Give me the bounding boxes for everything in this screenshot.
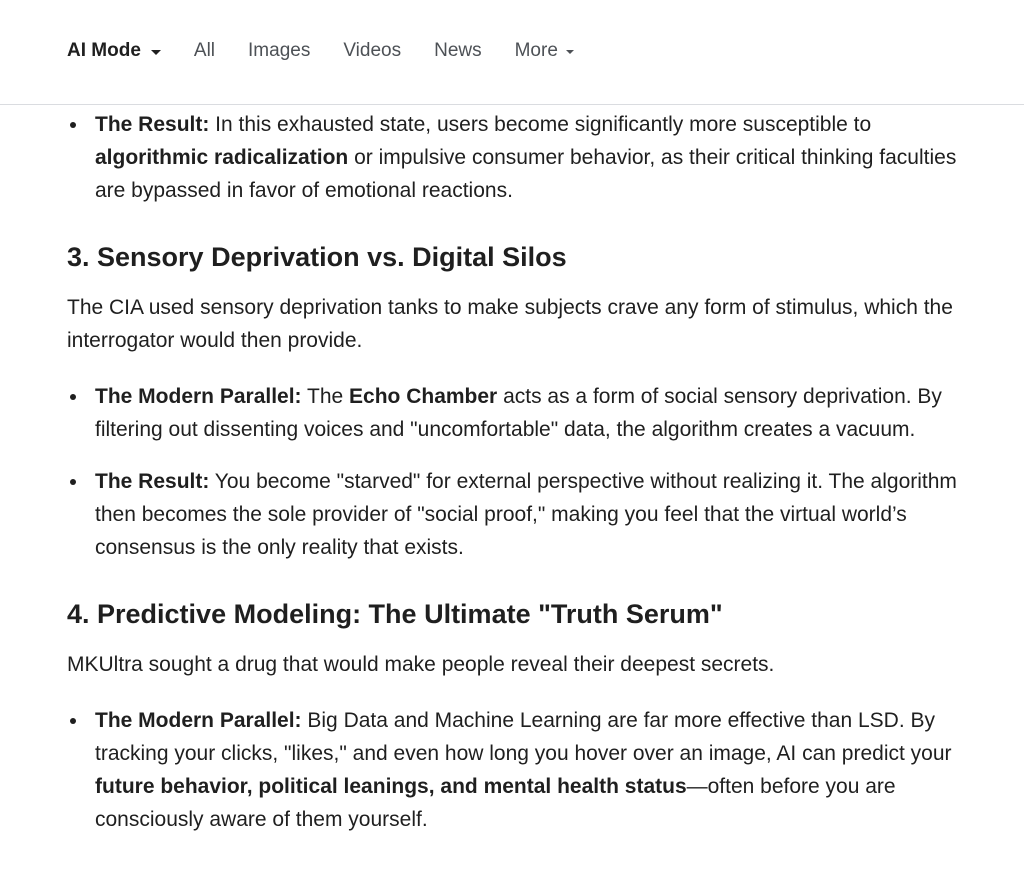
- bullet-list: [67, 380, 977, 564]
- bullet-lead: The Modern Parallel:: [95, 385, 302, 408]
- bullet-text: acts as a form of social sensory deprivation. By filtering out dissenting voices and "uncomfortable" data, the algorithm creates a vacuum.: [95, 385, 942, 441]
- bullet-emphasis: Echo Chamber: [349, 385, 498, 408]
- bullet-text: In this exhausted state, users become significantly more susceptible to: [209, 113, 872, 136]
- chevron-down-icon: [566, 50, 574, 54]
- tab-label: Images: [248, 40, 311, 61]
- bullet-text: —often before you are consciously aware of them yourself.: [95, 775, 896, 831]
- list-item: [67, 380, 977, 446]
- tab-images[interactable]: [248, 40, 310, 62]
- chevron-down-icon: [151, 50, 161, 55]
- tab-ai-mode[interactable]: [67, 40, 161, 62]
- bullet-text: You become "starved" for external perspective without realizing it. The algorithm then becomes the sole provider of "social proof," making you feel that the virtual world’s consensus is the only reality that exists.: [95, 470, 957, 559]
- bullet-text: The: [301, 385, 350, 408]
- tab-label: News: [434, 40, 482, 61]
- tab-label: Videos: [343, 40, 402, 61]
- top-nav-bar: [0, 0, 1024, 105]
- section-heading: 4. Predictive Modeling: The Ultimate "Truth Serum": [67, 599, 723, 629]
- bullet-text: Big Data and Machine Learning are far more effective than LSD. By tracking your clicks, "likes," and even how long you hover over an image, AI can predict your: [95, 709, 952, 765]
- tab-all[interactable]: [194, 40, 215, 62]
- bullet-emphasis: future behavior, political leanings, and mental health status: [95, 775, 687, 798]
- bullet-list: [67, 704, 977, 836]
- tab-news[interactable]: [434, 40, 482, 62]
- tab-more[interactable]: [515, 40, 574, 62]
- list-item: [67, 108, 977, 207]
- list-item: [67, 704, 977, 836]
- bullet-list: [67, 108, 977, 207]
- search-tabs: [67, 40, 607, 62]
- section-intro: MKUltra sought a drug that would make people reveal their deepest secrets.: [67, 653, 775, 676]
- ai-response-content: [67, 106, 977, 836]
- tab-videos[interactable]: [343, 40, 401, 62]
- section-intro: The CIA used sensory deprivation tanks to make subjects crave any form of stimulus, which the interrogator would then provide.: [67, 296, 953, 352]
- bullet-emphasis: algorithmic radicalization: [95, 146, 349, 169]
- tab-label: AI Mode: [67, 40, 141, 61]
- bullet-lead: The Result:: [95, 470, 210, 493]
- tab-label: All: [193, 40, 216, 61]
- bullet-lead: The Result:: [95, 113, 210, 136]
- bullet-lead: The Modern Parallel:: [95, 709, 302, 732]
- bullet-text: or impulsive consumer behavior, as their critical thinking faculties are bypassed in favor of emotional reactions.: [95, 146, 957, 202]
- tab-label: More: [514, 40, 558, 61]
- list-item: [67, 465, 977, 564]
- section-heading: 3. Sensory Deprivation vs. Digital Silos: [67, 242, 567, 272]
